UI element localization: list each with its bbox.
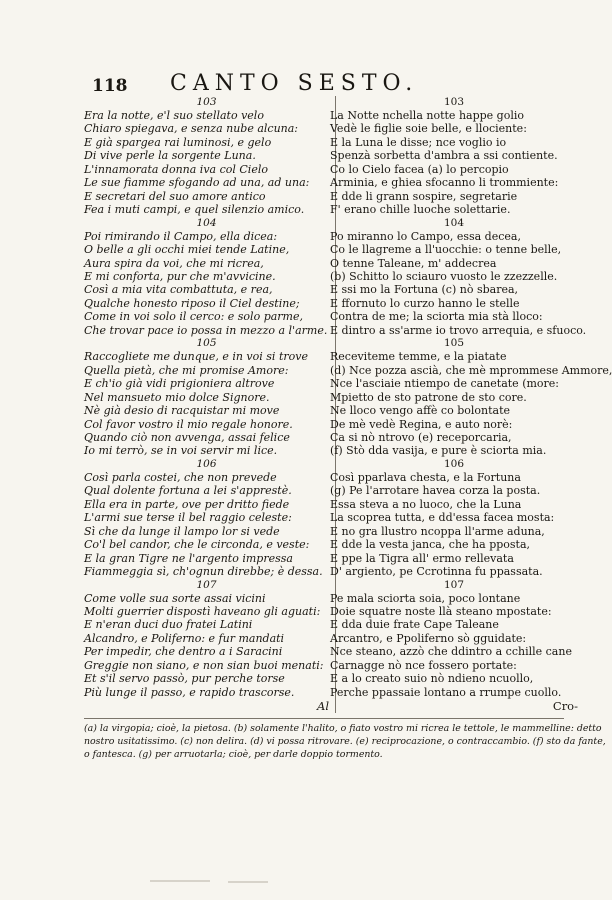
stanza-number: 103 xyxy=(443,96,465,108)
verse-line: Le sue fiamme sfogando ad una, ad una: xyxy=(84,176,310,190)
stanza xyxy=(330,216,587,338)
verse-line: D' argiento, pe Ccrotinna fu ppassata. xyxy=(330,565,543,579)
verse-line: Essa steva a no luoco, che la Luna xyxy=(330,497,522,511)
verse-line: Quando ciò non avvenga, assai felice xyxy=(84,430,290,444)
stanza xyxy=(330,337,612,458)
verse-line: Poi rimirando il Campo, ella dicea: xyxy=(84,229,278,243)
stanza xyxy=(330,458,578,579)
verse-line: Come volle sua sorte assai vicini xyxy=(84,591,266,605)
verse-line: Sì che da lunge il lampo lor si vede xyxy=(84,524,280,538)
running-title: CANTO SESTO. xyxy=(170,71,419,96)
verse-line: Era la notte, e'l suo stellato velo xyxy=(84,109,264,122)
verse-line: Così parla costei, che non prevede xyxy=(84,470,277,484)
verse-line: Spenzà sorbetta d'ambra a ssi contiente. xyxy=(330,149,558,163)
verse-line: Receviteme temme, e la piatate xyxy=(330,350,507,364)
verse-line: Quella pietà, che mi promise Amore: xyxy=(84,363,289,377)
verse-line: Qual dolente fortuna a lei s'apprestè. xyxy=(84,484,292,498)
verse-line: Arminia, e ghiea sfocanno li trommiente: xyxy=(330,176,559,190)
verse-line: Ella era in parte, ove per dritto fiede xyxy=(84,497,290,511)
verse-line: Molti guerrier dispostì haveano gli aguati: xyxy=(84,604,321,618)
stanza-number: 105 xyxy=(443,337,465,350)
verse-line: E ch'io già vidi prigioniera altrove xyxy=(84,377,275,391)
stanza xyxy=(84,337,329,458)
verse-line: E dda duie frate Cape Taleane xyxy=(330,618,499,632)
verse-line: Fiammeggia sì, ch'ognun direbbe; è dessa. xyxy=(84,565,323,579)
verse-line: Col favor vostro il mio regale honore. xyxy=(84,417,293,431)
footnotes xyxy=(84,718,606,761)
verse-line: Co le llagreme a ll'uocchie: o tenne belle, xyxy=(330,243,562,257)
verse-line: (d) Nce pozza ascià, che mè mprommese Ammore, xyxy=(330,363,612,377)
verse-line: L'innamorata donna iva col Cielo xyxy=(84,162,268,176)
verse-line: E dde la vesta janca, che ha pposta, xyxy=(330,538,531,552)
stanza-number: 106 xyxy=(443,457,465,470)
italian-column xyxy=(84,96,336,713)
verse-line: Raccogliete me dunque, e in voi si trove xyxy=(84,350,308,364)
verse-line: E ffornuto lo curzo hanno le stelle xyxy=(330,296,520,310)
verse-line: O tenne Taleane, m' addecrea xyxy=(330,256,497,270)
stanza xyxy=(84,217,329,338)
verse-line: La scoprea tutta, e dd'essa facea mosta: xyxy=(330,511,555,525)
verse-line: Ne lloco vengo affè co bolontate xyxy=(330,404,510,418)
verse-line: (f) Stò dda vasija, e pure è sciorta mia. xyxy=(330,444,547,458)
verse-line: Di vive perle la sorgente Luna. xyxy=(84,149,256,163)
verse-line: Po miranno lo Campo, essa decea, xyxy=(330,229,521,243)
stanza xyxy=(84,96,329,217)
catchword: Cro- xyxy=(552,699,578,714)
verse-line: (b) Schitto lo sciauro vuosto le zzezzelle. xyxy=(330,269,558,283)
verse-line: E ppe la Tigra all' ermo rellevata xyxy=(330,551,514,565)
verse-line: De mè vedè Regina, e auto norè: xyxy=(330,417,513,431)
stanza-number: 107 xyxy=(443,578,465,591)
stanza-number: 105 xyxy=(196,337,217,350)
verse-line: La Notte nchella notte happe golio xyxy=(330,109,524,122)
verse-line: Così a mia vita combattuta, e rea, xyxy=(84,283,273,297)
stanza-number: 106 xyxy=(196,457,217,470)
page-smudge xyxy=(228,881,268,883)
verse-line: Per impedir, che dentro a i Saracini xyxy=(84,645,283,659)
verse-line: Nè già desio di racquistar mi move xyxy=(84,404,280,418)
footnote-line: (a) la virgopia; cioè, la pietosa. (b) solamente l'halito, o fiato vostro mi ricrea le tettole, le mammelline: detto xyxy=(84,723,602,734)
stanza-number: 104 xyxy=(196,216,217,229)
verse-line: Che trovar pace io possa in mezzo a l'arme. xyxy=(84,323,328,337)
stanza-number: 107 xyxy=(196,578,217,591)
verse-line: Perche ppassaie lontano a rrumpe cuollo. xyxy=(330,685,562,699)
verse-line: Fea i muti campi, e quel silenzio amico. xyxy=(84,203,305,217)
verse-line: Et s'il servo passò, pur perche torse xyxy=(84,672,285,686)
verse-line: Nel mansueto mio dolce Signore. xyxy=(84,390,270,404)
verse-line: Come in voi solo il cerco: e solo parme, xyxy=(84,310,303,324)
verse-line: Pe mala sciorta soia, poco lontane xyxy=(330,591,521,605)
stanza xyxy=(84,579,329,700)
verse-line: Nce l'asciaie ntiempo de canetate (more: xyxy=(330,377,560,391)
verse-line: E la gran Tigre ne l'argento impressa xyxy=(84,551,293,565)
catchword: Al xyxy=(317,699,329,714)
verse-line: Carnagge nò nce fossero portate: xyxy=(330,658,517,672)
verse-line: Greggie non siano, e non sian buoi menati: xyxy=(84,658,324,672)
verse-line: E dde li grann sospire, segretarie xyxy=(330,189,518,203)
verse-line: Mpietto de sto patrone de sto core. xyxy=(330,390,527,404)
verse-line: Più lunge il passo, e rapido trascorse. xyxy=(84,685,295,699)
stanza-number: 104 xyxy=(443,216,465,229)
verse-line: Qualche honesto riposo il Ciel destine; xyxy=(84,296,300,310)
verse-line: Ca si nò ntrovo (e) receporcaria, xyxy=(330,430,512,444)
neapolitan-column xyxy=(330,96,612,714)
stanza xyxy=(330,96,578,217)
verse-line: Co lo Cielo facea (a) lo percopio xyxy=(330,162,509,176)
verse-line: E mi conforta, pur che m'avvicine. xyxy=(84,269,276,283)
verse-line: E la Luna le disse; nce voglio io xyxy=(330,135,507,149)
verse-line: Così pparlava chesta, e la Fortuna xyxy=(330,470,521,484)
verse-line: Arcantro, e Ppoliferno sò gguidate: xyxy=(330,631,527,645)
page-number: 118 xyxy=(92,76,128,96)
verse-line: Alcandro, e Poliferno: e fur mandati xyxy=(84,631,285,645)
verse-line: E a lo creato suio nò ndieno ncuollo, xyxy=(330,672,534,686)
verse-line: Contra de me; la sciorta mia stà lloco: xyxy=(330,310,543,324)
verse-line: O belle a gli occhi miei tende Latine, xyxy=(84,243,290,257)
verse-line: E ssi mo la Fortuna (c) nò sbarea, xyxy=(330,283,519,297)
verse-line: Vedè le figlie soie belle, e llociente: xyxy=(330,122,527,136)
verse-line: Io mi terrò, se in voi servir mi lice. xyxy=(84,444,278,458)
verse-line: Chiaro spiegava, e senza nube alcuna: xyxy=(84,122,299,136)
verse-line: E no gra llustro ncoppa ll'arme aduna, xyxy=(330,524,545,538)
verse-line: Nce steano, azzò che ddintro a cchille cane xyxy=(330,645,572,659)
verse-line: L'armi sue terse il bel raggio celeste: xyxy=(84,511,292,525)
verse-line: Doie squatre noste llà steano mpostate: xyxy=(330,604,552,618)
verse-line: F' erano chille luoche solettarie. xyxy=(330,203,511,217)
footnote-line: o fantesca. (g) per arruotarla; cioè, per darle doppio tormento. xyxy=(84,749,383,760)
page-smudge xyxy=(150,880,210,882)
verse-line: E n'eran duci duo fratei Latini xyxy=(84,618,253,632)
footnote-line: nostro usitatissimo. (c) non delira. (d) vi possa ritrovare. (e) reciprocazione, o contraccambio. (f) sto da fante, xyxy=(84,736,606,747)
verse-line: Aura spira da voi, che mi ricrea, xyxy=(84,256,264,270)
stanza xyxy=(330,579,578,700)
verse-line: E dintro a ss'arme io trovo arrequia, e sfuoco. xyxy=(330,323,587,337)
stanza-number: 103 xyxy=(196,96,217,108)
verse-line: E già spargea rai luminosi, e gelo xyxy=(84,135,272,149)
verse-line: E secretari del suo amore antico xyxy=(84,189,266,203)
verse-line: (g) Pe l'arrotare havea corza la posta. xyxy=(330,484,541,498)
verse-line: Co'l bel candor, che le circonda, e veste: xyxy=(84,538,310,552)
stanza xyxy=(84,458,329,579)
